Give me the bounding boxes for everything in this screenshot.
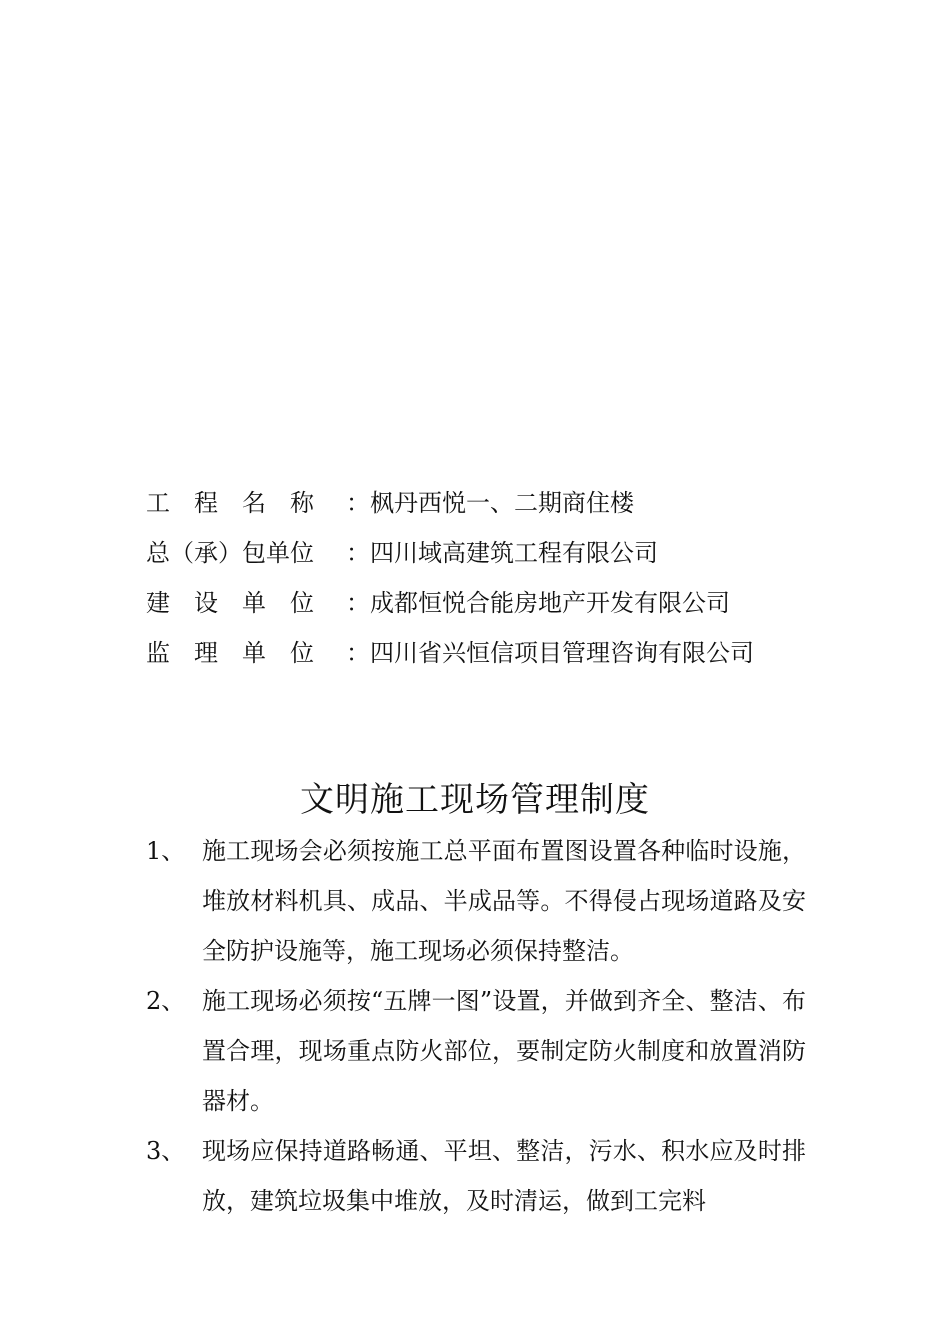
rule-number: 1、: [146, 837, 186, 865]
project-name-value: 枫丹西悦一、二期商住楼: [370, 489, 634, 517]
developer-value: 成都恒悦合能房地产开发有限公司: [370, 589, 730, 617]
rule-text: 施工现场会必须按施工总平面布置图设置各种临时设施，堆放材料机具、成品、半成品等。不得侵占现场道路及安全防护设施等，施工现场必须保持整洁。: [202, 837, 806, 965]
rule-number: 3、: [146, 1137, 186, 1165]
general-contractor-value: 四川域高建筑工程有限公司: [370, 539, 658, 567]
rule-item: [146, 976, 806, 1126]
project-name-label: 工 程 名 称: [146, 489, 314, 517]
colon: ：: [346, 539, 370, 567]
rule-item: [146, 826, 806, 976]
supervisor-label: 监 理 单 位: [146, 639, 314, 667]
general-contractor-row: [146, 528, 886, 578]
rule-number: 2、: [146, 987, 186, 1015]
supervisor-row: [146, 628, 886, 678]
rule-text: 现场应保持道路畅通、平坦、整洁，污水、积水应及时排放，建筑垃圾集中堆放，及时清运，做到工完料: [202, 1137, 806, 1215]
document-title: 文明施工现场管理制度: [300, 780, 650, 820]
colon: ：: [346, 489, 370, 517]
rules-list: [146, 826, 806, 1226]
rule-text: 施工现场必须按“五牌一图”设置，并做到齐全、整洁、布置合理，现场重点防火部位，要制定防火制度和放置消防器材。: [202, 987, 806, 1115]
developer-row: [146, 578, 886, 628]
colon: ：: [346, 639, 370, 667]
developer-label: 建 设 单 位: [146, 589, 314, 617]
project-info-block: [146, 478, 886, 678]
colon: ：: [346, 589, 370, 617]
rule-item: [146, 1126, 806, 1226]
supervisor-value: 四川省兴恒信项目管理咨询有限公司: [370, 639, 754, 667]
general-contractor-label: 总（承）包单位: [146, 539, 314, 567]
project-name-row: [146, 478, 886, 528]
